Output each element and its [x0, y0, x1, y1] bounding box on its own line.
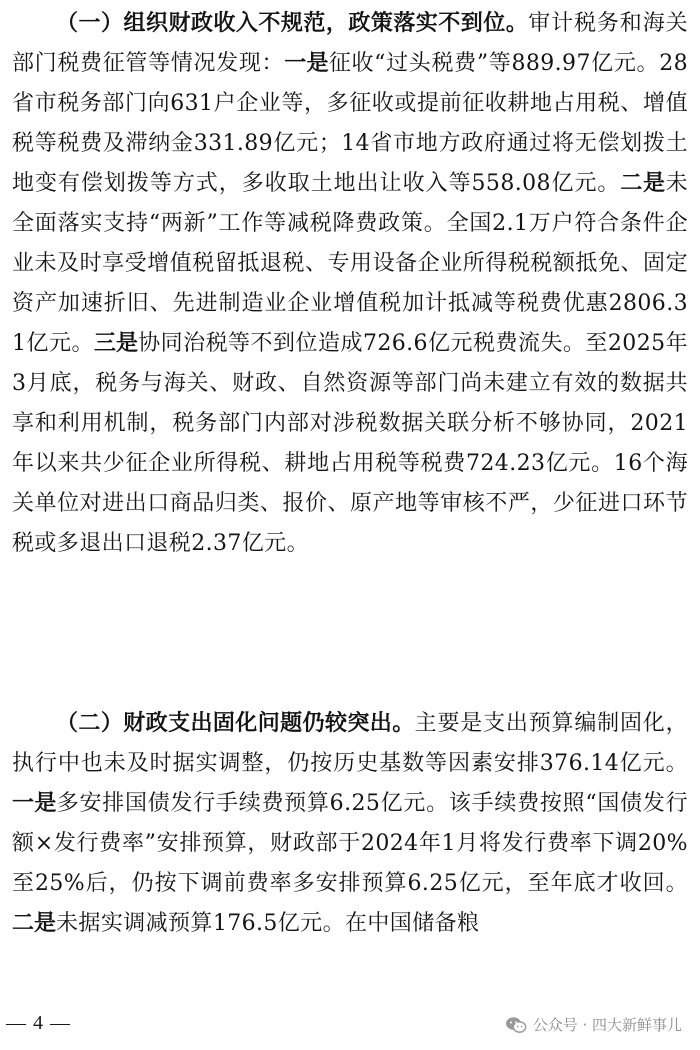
section-2-item-2: 未据实调减预算176.5亿元。在中国储备粮	[56, 911, 480, 936]
paragraph-section-1	[12, 4, 688, 564]
wechat-icon	[505, 1016, 527, 1034]
section-1-item-1: 征收“过头税费”等889.97亿元。28省市税务部门向631户企业等，多征收或提前征收耕地占用税、增值税等税费及滞纳金331.89亿元；14省市地方政府通过将无偿划拨土地变有偿划拨等方式，多收取土地出让收入等558.08亿元。	[12, 51, 688, 196]
section-2-intro: 主要是支出预算编制固化，执行中也未及时据实调整，仍按历史基数等因素安排376.14亿元。	[12, 711, 688, 776]
item-marker-third: 三是	[93, 331, 139, 356]
section-1-item-3: 协同治税等不到位造成726.6亿元税费流失。至2025年3月底，税务与海关、财政、自然资源等部门尚未建立有效的数据共享和利用机制，税务部门内部对涉税数据关联分析不够协同，2021年以来共少征企业所得税、耕地占用税等税费724.23亿元。16个海关单位对进出口商品归类、报价、原产地等审核不严，少征进口环节税或多退出口退税2.37亿元。	[12, 331, 688, 556]
watermark-text: 公众号 · 四大新鲜事儿	[532, 1016, 682, 1034]
page-number: — 4 —	[6, 1012, 71, 1034]
section-1-intro: 审计税务和海关部门税费征管等情况发现：	[12, 11, 688, 76]
section-1-item-2: 未全面落实支持“两新”工作等减税降费政策。全国2.1万户符合条件企业未及时享受增值税留抵退税、专用设备企业所得税税额抵免、固定资产加速折旧、先进制造业企业增值税加计抵减等税费优惠2806.31亿元。	[12, 171, 688, 356]
item-marker-second: 二是	[620, 171, 666, 196]
section-heading-1: （一）组织财政收入不规范，政策落实不到位。	[56, 11, 529, 36]
item-marker-first: 一是	[284, 51, 329, 76]
page-footer	[0, 1008, 700, 1048]
section-2-item-1: 多安排国债发行手续费预算6.25亿元。该手续费按照“国债发行额×发行费率”安排预算，财政部于2024年1月将发行费率下调20%至25%后，仍按下调前费率多安排预算6.25亿元，至年底才收回。	[12, 791, 688, 896]
item-marker-second: 二是	[12, 911, 57, 936]
paragraph-section-2	[12, 704, 688, 944]
watermark	[505, 1014, 682, 1035]
item-marker-first: 一是	[12, 791, 57, 816]
section-heading-2: （二）财政支出固化问题仍较突出。	[56, 711, 415, 736]
